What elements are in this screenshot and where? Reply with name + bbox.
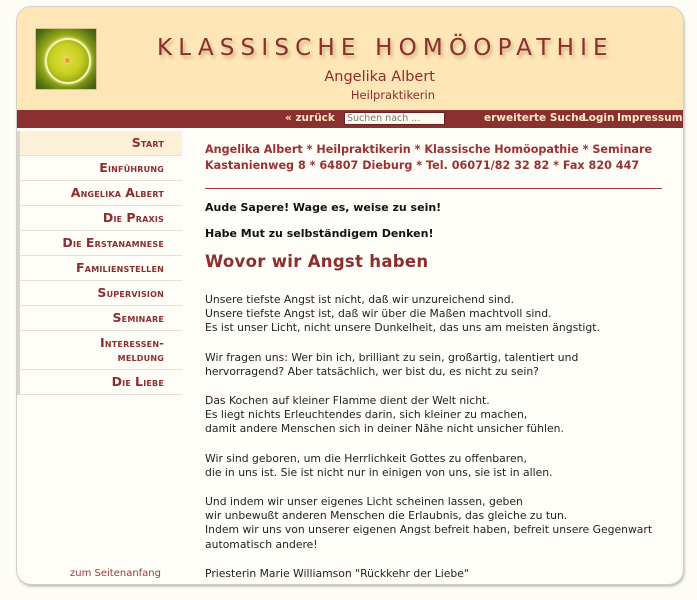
text-line: Es ist unser Licht, nicht unsere Dunkelheit, das uns am meisten ängstigt. bbox=[205, 321, 600, 335]
sidebar-item-label: L bbox=[135, 374, 144, 389]
text-line: Priesterin Marie Williamson "Rückkehr der Liebe" bbox=[205, 566, 469, 580]
paragraph bbox=[205, 495, 665, 552]
site-header bbox=[17, 7, 683, 110]
page-container bbox=[17, 7, 683, 584]
text-line: die in uns ist. Sie ist nicht nur in einigen von uns, sie ist in allen. bbox=[205, 465, 553, 479]
sidebar-item-label: E bbox=[85, 235, 95, 250]
sidebar-item-familienstellen[interactable] bbox=[20, 256, 182, 281]
sidebar-item-label: ngelika bbox=[80, 187, 126, 200]
sidebar-item-label: D bbox=[102, 210, 114, 225]
sidebar-item-label: D bbox=[111, 374, 123, 389]
sidebar-item-label: meldung bbox=[117, 351, 164, 364]
main-content bbox=[205, 142, 665, 581]
sidebar-item-label: amilienstellen bbox=[84, 262, 164, 275]
sidebar-item-label: raxis bbox=[135, 212, 164, 225]
text-line: Wir sind geboren, um die Herrlichkeit Gottes zu offenbaren, bbox=[205, 451, 527, 465]
sidebar-item-label: inführung bbox=[107, 162, 164, 175]
sidebar-item-label: S bbox=[97, 285, 107, 300]
text-line: damit andere Menschen sich in deiner Nähe nicht unsicher fühlen. bbox=[205, 422, 564, 436]
sidebar-item-label: tart bbox=[140, 137, 164, 150]
sidebar-item-label: eminare bbox=[121, 312, 164, 325]
sidebar-item-label: D bbox=[62, 235, 73, 250]
owner-name: Angelika Albert bbox=[324, 69, 435, 85]
site-title: KLASSISCHE HOMÖOPATHIE bbox=[157, 35, 614, 61]
sidebar-item-label: S bbox=[112, 310, 122, 325]
sidebar-item-label: upervision bbox=[106, 287, 164, 300]
quote-attribution bbox=[205, 567, 665, 581]
sidebar-item-die-liebe[interactable] bbox=[20, 370, 182, 395]
text-line: automatisch andere! bbox=[205, 537, 318, 551]
sidebar-item-label: ie bbox=[72, 237, 86, 250]
sidebar-item-label: F bbox=[76, 260, 85, 275]
sidebar-item-einfuehrung[interactable] bbox=[20, 156, 182, 181]
owner-title: Heilpraktikerin bbox=[350, 88, 435, 102]
sidebar-item-die-praxis[interactable] bbox=[20, 206, 182, 231]
sidebar-navigation bbox=[17, 131, 182, 395]
text-line: hervorragend? Aber tatsächlich, wer bist du, es nicht zu sein? bbox=[205, 364, 539, 378]
sidebar-item-label: lbert bbox=[135, 187, 164, 200]
sidebar-item-label: E bbox=[99, 160, 108, 175]
sidebar-item-label: rstanamnese bbox=[94, 237, 164, 250]
sidebar-item-label: A bbox=[70, 185, 81, 200]
text-line: Wir fragen uns: Wer bin ich, brilliant zu sein, großartig, talentiert und bbox=[205, 350, 579, 364]
paragraph bbox=[205, 394, 665, 437]
sidebar-item-label: ie bbox=[122, 376, 136, 389]
motto-1: Aude Sapere! Wage es, weise zu sein! bbox=[205, 201, 442, 214]
sidebar-item-interessenmeldung[interactable] bbox=[20, 331, 182, 370]
logo-center-dot bbox=[64, 57, 71, 64]
sidebar-item-label: P bbox=[126, 210, 136, 225]
sidebar-item-label: iebe bbox=[143, 376, 164, 389]
logo-sun-icon[interactable] bbox=[35, 28, 97, 90]
sidebar-item-label: I bbox=[100, 335, 105, 350]
top-navigation-bar bbox=[17, 110, 683, 128]
back-link[interactable]: « zurück bbox=[285, 112, 335, 124]
text-line: Das Kochen auf kleiner Flamme dient der Welt nicht. bbox=[205, 394, 490, 408]
paragraph bbox=[205, 293, 665, 336]
address-line-1: Angelika Albert * Heilpraktikerin * Klassische Homöopathie * Seminare bbox=[205, 143, 653, 156]
sidebar-item-seminare[interactable] bbox=[20, 306, 182, 331]
search-input[interactable] bbox=[344, 112, 445, 125]
address-line-2: Kastanienweg 8 * 64807 Dieburg * Tel. 06071/82 32 82 * Fax 820 447 bbox=[205, 159, 640, 172]
text-line: wir unbewußt anderen Menschen die Erlaubnis, das gleiche zu tun. bbox=[205, 509, 568, 523]
sidebar-item-label: A bbox=[125, 185, 136, 200]
text-line: Es liegt nichts Erleuchtendes darin, sich kleiner zu machen, bbox=[205, 408, 528, 422]
login-link[interactable]: Login bbox=[582, 112, 615, 124]
page-heading: Wovor wir Angst haben bbox=[205, 252, 429, 271]
back-to-top-link[interactable]: zum Seitenanfang bbox=[70, 568, 161, 579]
sidebar-item-supervision[interactable] bbox=[20, 281, 182, 306]
text-line: Und indem wir unser eigenes Licht scheinen lassen, geben bbox=[205, 495, 523, 509]
sidebar-item-label: ie bbox=[113, 212, 127, 225]
text-line: Indem wir uns von unserer eigenen Angst befreit haben, befreit unsere Gegenwart bbox=[205, 523, 653, 537]
paragraph bbox=[205, 452, 665, 480]
sidebar-item-label: nteressen- bbox=[104, 337, 164, 350]
text-line: Unsere tiefste Angst ist, daß wir über die Maßen machtvoll sind. bbox=[205, 307, 552, 321]
sidebar-item-start[interactable] bbox=[20, 131, 182, 156]
divider bbox=[205, 188, 662, 189]
sidebar-item-angelika-albert[interactable] bbox=[20, 181, 182, 206]
impressum-link[interactable]: Impressum bbox=[617, 112, 683, 124]
paragraph bbox=[205, 351, 665, 379]
text-line: Unsere tiefste Angst ist nicht, daß wir unzureichend sind. bbox=[205, 293, 515, 306]
sidebar-item-label: S bbox=[131, 135, 141, 150]
advanced-search-link[interactable]: erweiterte Suche bbox=[484, 112, 586, 124]
motto-2: Habe Mut zu selbständigem Denken! bbox=[205, 227, 434, 240]
sidebar-item-die-erstanamnese[interactable] bbox=[20, 231, 182, 256]
